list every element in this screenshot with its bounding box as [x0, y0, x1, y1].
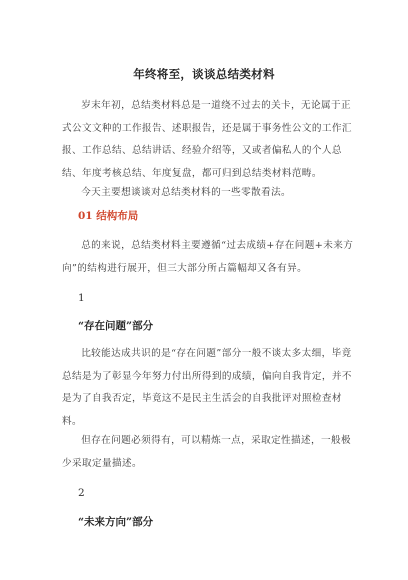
- section-heading: 01 结构布局: [78, 210, 139, 222]
- part-heading: “存在问题”部分: [78, 320, 154, 332]
- intro-paragraph: 岁末年初，总结类材料总是一道绕不过去的关卡，无论属于正式公文文种的工作报告、述职报告，还是属于事务性公文的工作汇报、工作总结、总结讲话、经验介绍等，又或者偏私人的个人总结、年度考核总结、年度复盘，都可归到总结类材料范畴。: [62, 100, 352, 179]
- part-number: 1: [78, 292, 85, 304]
- part-heading: “未来方向”部分: [78, 516, 154, 528]
- body-paragraph: 但存在问题必须得有，可以精炼一点，采取定性描述，一般极少采取定量描述。: [62, 435, 352, 469]
- section-intro-paragraph: 总的来说，总结类材料主要遵循“过去成绩+存在问题+未来方向”的结构进行展开，但三大部分所占篇幅却又各有异。: [62, 240, 354, 274]
- document-title: 年终将至，谈谈总结类材料: [133, 67, 275, 81]
- part-number: 2: [78, 487, 85, 499]
- intro-paragraph-2: 今天主要想谈谈对总结类材料的一些零散看法。: [81, 187, 292, 198]
- body-paragraph: 比较能达成共识的是“存在问题”部分一般不谈太多太细，毕竟总结是为了彰显今年努力付出所得到的成绩，偏向自我肯定，并不是为了自我否定，毕竟这不是民主生活会的自我批评对照检查材料。: [62, 348, 352, 427]
